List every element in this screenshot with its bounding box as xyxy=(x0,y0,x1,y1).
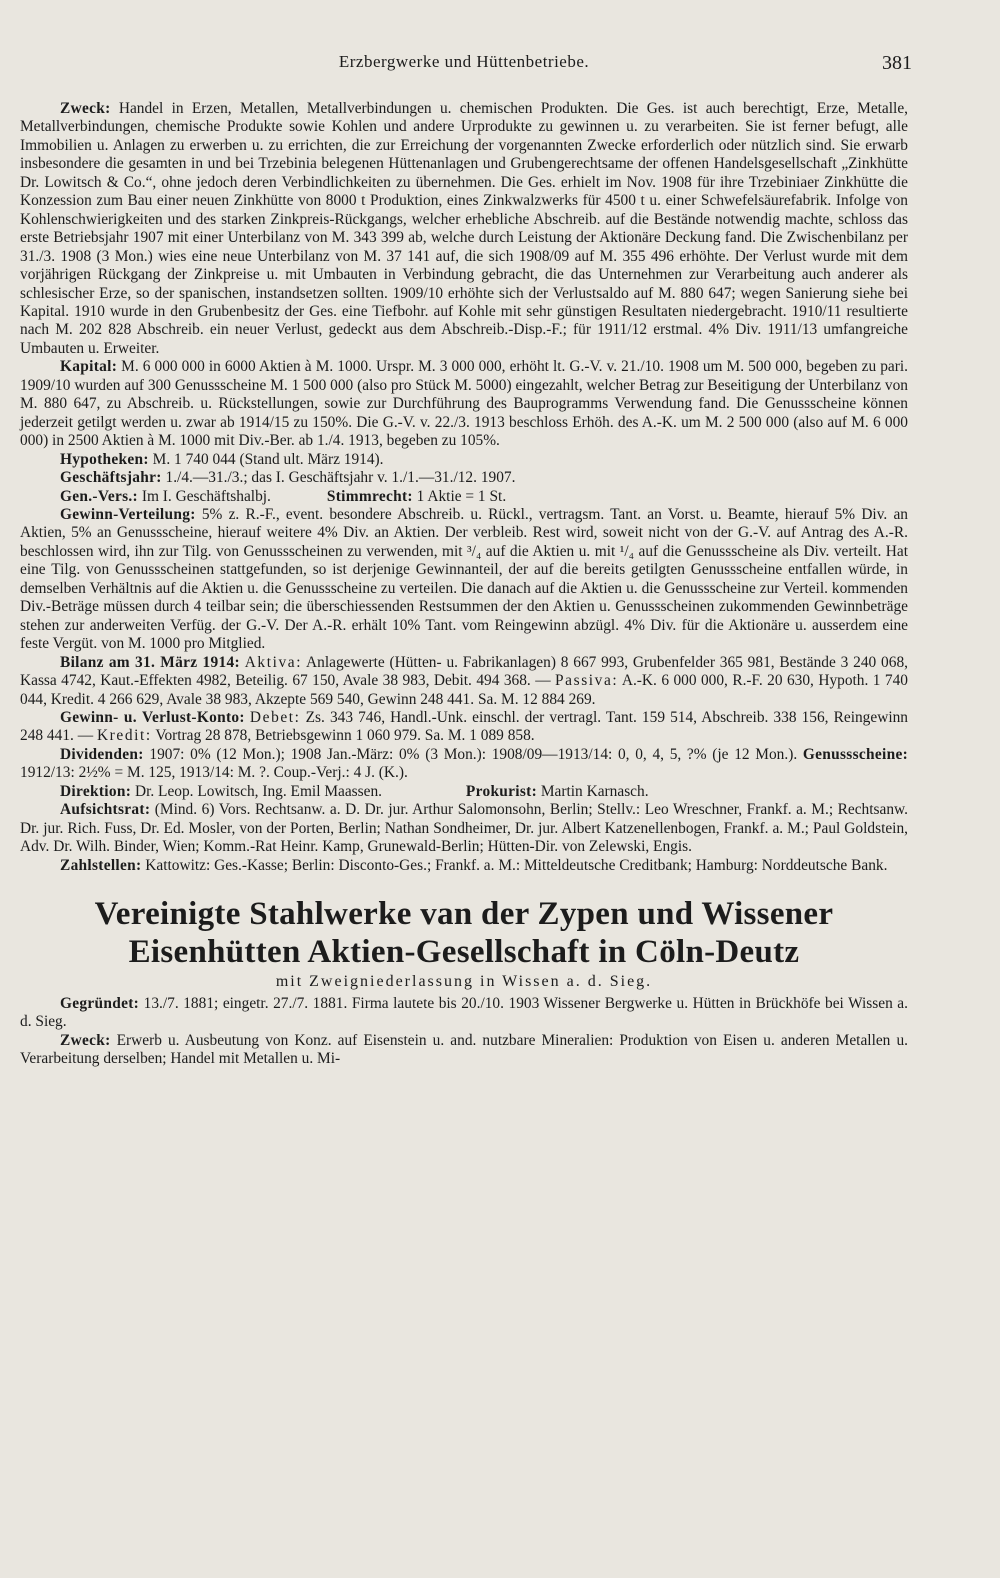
paragraph-zweck-2 xyxy=(20,1032,908,1069)
paragraph-text-3: A.-K. 6 000 000, R.-F. 20 630, Hypoth. 1 740 044, Kredit. 4 266 629, Avale 38 983, Akzepte 569 540, Gewinn 248 441. Sa. M. 12 884 269. xyxy=(20,672,908,708)
paragraph-label-2: Genussscheine: xyxy=(802,745,908,763)
company-subtitle: mit Zweigniederlassung in Wissen a. d. Sieg. xyxy=(275,973,653,991)
paragraph-text-3: Vortrag 28 878, Betriebsgewinn 1 060 979. Sa. M. 1 089 858. xyxy=(151,727,535,745)
paragraph-text-2: Martin Karnasch. xyxy=(537,782,649,800)
paragraph-label: Direktion: xyxy=(60,782,132,800)
paragraph-label: Kapital: xyxy=(60,358,118,376)
paragraph-label: Dividenden: xyxy=(60,745,144,763)
page-number: 381 xyxy=(882,52,912,74)
paragraph-zahlstellen xyxy=(20,857,908,875)
paragraph-label: Gen.-Vers.: xyxy=(60,487,138,505)
paragraph-text-2: Anlagewerte (Hütten- u. Fabrikanlagen) 8 667 993, Grubenfelder 365 981, Bestände 3 240 068, Kassa 4742, Kaut.-Effekten 4982, Beteilig. 67 150, Avale 38 983, Debit. 494 368. — xyxy=(20,653,908,690)
paragraph-zweck xyxy=(20,100,908,358)
paragraph-label: Zweck: xyxy=(60,100,111,117)
paragraph-text: M. 1 740 044 (Stand ult. März 1914). xyxy=(148,450,384,468)
running-head xyxy=(20,52,912,78)
spaced-heading: Aktiva: xyxy=(244,653,303,671)
paragraph-gewinn-verteilung xyxy=(20,506,908,654)
paragraph-text: (Mind. 6) Vors. Rechtsanw. a. D. Dr. jur. Arthur Salomonsohn, Berlin; Stellv.: Leo Wreschner, Frankf. a. M.; Rechtsanw. Dr. jur. Rich. Fuss, Dr. Ed. Mosler, von der Porten, Berlin; Nathan Sondheimer, Dr. jur. Albert Katzenellenbogen, Frankf. a. M.; Paul Goldstein, Adv. Dr. Wilh. Binder, Wien; Komm.-Rat Heinr. Kamp, Grunewald-Berlin; Hütten-Dir. von Zelewski, Engis. xyxy=(20,801,908,856)
paragraph-kapital xyxy=(20,358,908,450)
paragraph-text-2: Zs. 343 746, Handl.-Unk. einschl. der vertragl. Tant. 159 514, Abschreib. 338 156, Reingewinn 248 441. — xyxy=(20,708,908,745)
paragraph-text: M. 6 000 000 in 6000 Aktien à M. 1000. Urspr. M. 3 000 000, erhöht lt. G.-V. v. 21./10. 1908 um M. 500 000, begeben zu pari. 1909/10 wurden auf 300 Genussscheine M. 1 500 000 (also pro Stück M. 5000) eingezahlt, welcher Betrag zur Beseitigung der Unterbilanz von M. 880 647, zu Abschreib. u. Rückstellungen, sowie zur Durchführung des Bauprogramms Verwendung fand. Die Genussscheine können jederzeit getilgt werden u. zwar ab 1914/15 zu 150%. Die G.-V. v. 22./3. 1913 beschloss Erhöh. des A.-K. um M. 2 500 000 (also auf M. 6 000 000) in 2500 Aktien à M. 1000 mit Div.-Ber. ab 1./4. 1913, begeben zu 105%. xyxy=(20,358,908,450)
company-title-line2: Eisenhütten Aktien-Gesellschaft in Cöln-Deutz xyxy=(128,934,800,971)
paragraph-gegruendet xyxy=(20,995,908,1032)
paragraph-label: Aufsichtsrat: xyxy=(60,801,151,819)
paragraph-text: Kattowitz: Ges.-Kasse; Berlin: Disconto-Ges.; Frankf. a. M.: Mitteldeutsche Creditbank; Hamburg: Norddeutsche Bank. xyxy=(141,856,888,874)
paragraph-text: Im I. Geschäftshalbj. xyxy=(137,487,271,505)
paragraph-aufsichtsrat xyxy=(20,801,908,856)
paragraph-text: Dr. Leop. Lowitsch, Ing. Emil Maassen. xyxy=(131,782,386,800)
paragraph-text: 5% z. R.-F., event. besondere Abschreib. u. Rückl., vertragsm. Tant. an Vorst. u. Beamte, hierauf 5% Div. an Aktien, 5% an Genussscheine, hierauf weitere 4% Div. an Aktien. Der verbleib. Rest wird, soweit nicht von der G.-V. auf Antrag des A.-R. beschlossen wird, ihn zur Tilg. von Genussscheinen zu verwenden, mit ³/₄ auf die Aktien u. mit ¹/₄ auf die Genussscheine als Div. verteilt. Hat eine Tilg. von Genussscheinen stattgefunden, so ist derjenige Gewinnanteil, der auf die bereits getilgten Genussscheine entfallen würde, in demselben Verhältnis auf die Aktien u. die Genussscheine zu verteilen. Die danach auf die Aktien u. die Genussscheine zur Verteil. kommenden Div.-Beträge müssen durch 4 teilbar sein; die überschiessenden Restsummen der den Aktien u. Genussscheinen zukommenden Gewinnbeträge stehen zur anderweiten Verfüg. der G.-V. Der A.-R. erhält 10% Tant. vom Reingewinn abzügl. 4% Div. für die Aktionäre u. ausserdem eine feste Vergüt. von M. 1000 pro Mitglied. xyxy=(20,505,908,653)
paragraph-text: Handel in Erzen, Metallen, Metallverbindungen u. chemischen Produkten. Die Ges. ist auch berechtigt, Erze, Metalle, Metallverbindungen, chemische Produkte sowie Kohlen und andere Urprodukte zu gewinnen u. zu verarbeiten. Sie ist ferner befugt, alle Immobilien u. Anlagen zu erwerben u. zu errichten, die zur Erreichung der vorgenannten Zwecke erforderlich oder nützlich sind. Sie erwarb insbesondere die gesamten in und bei Trzebinia belegenen Hüttenanlagen und Grubengerechtsame der offenen Handelsgesellschaft „Zinkhütte Dr. Lowitsch & Co.“, ohne jedoch deren Verbindlichkeiten zu übernehmen. Die Ges. erhielt im Nov. 1908 für ihre Trzebiniaer Zinkhütte die Konzession zum Bau einer neuen Zinkhütte von 8000 t Produktion, eines Zinkwalzwerks für 4500 t u. einer Schwefelsäurefabrik. Infolge von Kohlenschwierigkeiten und des starken Zinkpreis-Rückgangs, welcher erhebliche Abschreib. auf die Bestände notwendig machte, schloss das erste Betriebsjahr 1907 mit einer Unterbilanz von M. 343 399 ab, welche durch Leistung der Aktionäre Deckung fand. Die Zwischenbilanz per 31./3. 1908 (3 Mon.) wies eine neue Unterbilanz von M. 37 141 auf, die sich 1908/09 auf M. 355 496 erhöhte. Der Verlust wurde mit dem vorjährigen Rückgang der Zinkpreise u. mit Umbauten in Verbindung gebracht, die das Unternehmen zur Verarbeitung auch anderer als schlesischer Erze, so der spanischen, instandsetzen sollten. 1909/10 erhöhte sich der Verlustsaldo auf M. 880 647; wegen Sanierung siehe bei Kapital. 1910 wurde in den Grubenbesitz der Ges. eine Tiefbohr. auf Kohle mit sehr günstigen Resultaten niedergebracht. 1910/11 resultierte nach M. 202 828 Abschreib. ein neuer Verlust, gedeckt aus dem Abschreib.-Disp.-F.; für 1911/12 erstmal. 4% Div. 1911/13 umfangreiche Umbauten u. Erweiter. xyxy=(20,100,908,357)
paragraph-label: Zweck: xyxy=(60,1031,111,1049)
paragraph-text: 13./7. 1881; eingetr. 27./7. 1881. Firma lautete bis 20./10. 1903 Wissener Bergwerke u. Hütten in Brückhöfe bei Wissen a. d. Sieg. xyxy=(20,995,908,1031)
paragraph-bilanz xyxy=(20,654,908,709)
spaced-heading-2: Kredit: xyxy=(96,727,152,745)
spaced-heading-2: Passiva: xyxy=(555,672,619,690)
paragraph-label: Gewinn-Verteilung: xyxy=(60,505,196,523)
paragraph-label: Hypotheken: xyxy=(60,450,149,468)
paragraph-text: 1./4.—31./3.; das I. Geschäftsjahr v. 1./1.—31./12. 1907. xyxy=(161,469,516,487)
paragraph-label: Zahlstellen: xyxy=(60,856,142,874)
spaced-heading: Debet: xyxy=(249,708,301,726)
paragraph-label: Geschäftsjahr: xyxy=(60,469,162,487)
company-title-line1: Vereinigte Stahlwerke van der Zypen und Wissener xyxy=(94,896,834,933)
paragraph-gen-vers xyxy=(20,488,908,506)
paragraph-label-2: Stimmrecht: xyxy=(326,487,413,505)
paragraph-text-2: 1 Aktie = 1 St. xyxy=(412,487,507,505)
paragraph-text: Erwerb u. Ausbeutung von Konz. auf Eisenstein u. and. nutzbare Mineralien: Produktion von Eisen u. anderen Metallen u. Verarbeitung derselben; Handel mit Metallen u. Mi- xyxy=(20,1031,908,1068)
paragraph-direktion xyxy=(20,783,908,801)
paragraph-label: Bilanz am 31. März 1914: xyxy=(60,653,240,671)
paragraph-label: Gegründet: xyxy=(60,995,140,1013)
paragraph-text: 1907: 0% (12 Mon.); 1908 Jan.-März: 0% (3 Mon.): 1908/09—1913/14: 0, 0, 4, 5, ?% (je 12 Mon.). xyxy=(143,745,803,763)
body-text xyxy=(20,100,908,1069)
paragraph-dividenden xyxy=(20,746,908,783)
paragraph-text-2: 1912/13: 2½% = M. 125, 1913/14: M. ?. Coup.-Verj.: 4 J. (K.). xyxy=(20,764,408,782)
paragraph-geschaeftsjahr xyxy=(20,469,908,487)
running-title: Erzbergwerke und Hüttenbetriebe. xyxy=(338,52,590,71)
paragraph-gewinn-verlust xyxy=(20,709,908,746)
paragraph-label-2: Prokurist: xyxy=(465,782,538,800)
section-gap xyxy=(20,875,908,895)
paragraph-label: Gewinn- u. Verlust-Konto: xyxy=(60,708,245,726)
paragraph-hypotheken xyxy=(20,451,908,469)
